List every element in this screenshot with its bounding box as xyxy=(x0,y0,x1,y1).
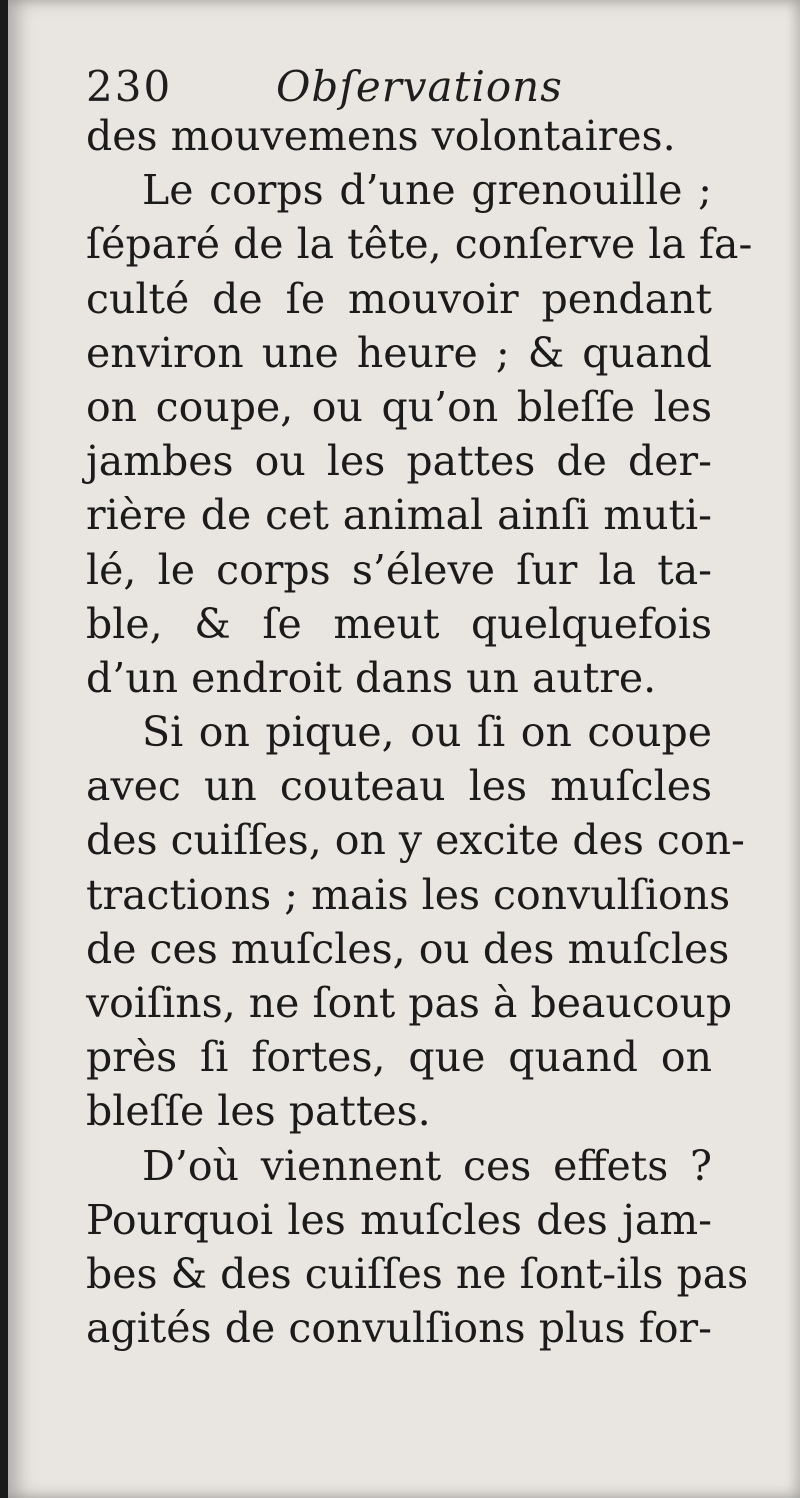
running-title: Obſervations xyxy=(276,62,563,111)
body-text xyxy=(86,109,753,1355)
text-line: voiſins, ne ſont pas à beaucoup xyxy=(86,979,733,1027)
text-line: culté de ſe mouvoir pendant xyxy=(86,274,712,323)
text-line: rière de cet animal ainſi muti- xyxy=(86,491,712,540)
text-line: Si on pique, ou ſi on coupe xyxy=(142,708,712,757)
text-line: ble, & ſe meut quelquefois xyxy=(86,599,712,648)
text-line: des mouvemens volontaires. xyxy=(86,112,676,160)
text-line: avec un couteau les muſcles xyxy=(86,762,712,811)
text-line: lé, le corps s’éleve ſur la ta- xyxy=(86,545,712,594)
text-line: tractions ; mais les convulſions xyxy=(86,870,731,919)
text-line: ſéparé de la tête, conſerve la fa- xyxy=(86,220,753,269)
book-page xyxy=(8,0,800,1498)
text-line: agités de convulſions plus for- xyxy=(86,1304,712,1353)
text-line: près ſi fortes, que quand on xyxy=(86,1033,712,1082)
text-line: on coupe, ou qu’on bleſſe les xyxy=(86,382,712,431)
text-line: des cuiſſes, on y excite des con- xyxy=(86,816,745,865)
page-number: 230 xyxy=(86,62,173,111)
text-line: d’un endroit dans un autre. xyxy=(86,653,657,702)
text-line: Pourquoi les muſcles des jam- xyxy=(86,1195,712,1244)
text-line: environ une heure ; & quand xyxy=(86,328,712,377)
text-line: de ces muſcles, ou des muſcles xyxy=(86,924,730,973)
text-line: D’où viennent ces effets ? xyxy=(142,1141,712,1190)
text-line: bleſſe les pattes. xyxy=(86,1087,431,1136)
page-header xyxy=(86,62,726,112)
text-line: Le corps d’une grenouille ; xyxy=(142,166,712,215)
text-line: jambes ou les pattes de der- xyxy=(86,437,712,486)
text-line: bes & des cuiſſes ne ſont-ils pas xyxy=(86,1249,749,1298)
